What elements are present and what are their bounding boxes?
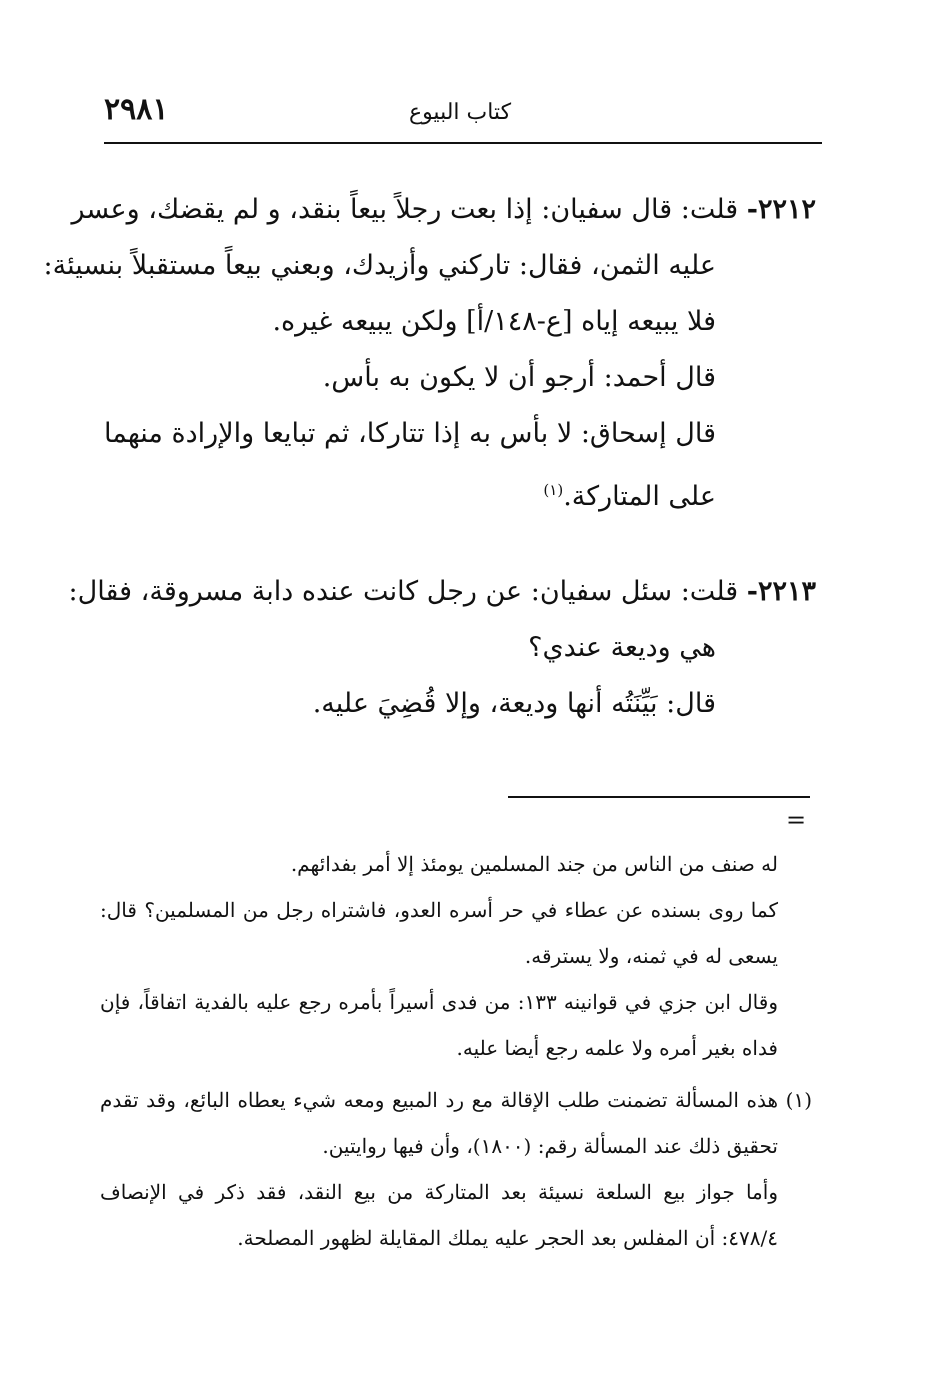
footnote-line: كما روى بسنده عن عطاء في حر أسره العدو، فاشتراه رجل من المسلمين؟ قال: [100, 898, 778, 922]
entry-number: ٢٢١٢- [746, 194, 816, 225]
entry-2212-line-5: قال إسحاق: لا بأس به إذا تتاركا، ثم تبايعا والإرادة منهما [104, 418, 716, 449]
entry-text: قلت: سئل سفيان: عن رجل كانت عنده دابة مسروقة، فقال: [68, 576, 739, 607]
header-rule [104, 142, 822, 144]
footnote-line: يسعى له في ثمنه، ولا يسترقه. [524, 944, 778, 968]
entry-2213-line-2: هي وديعة عندي؟ [528, 632, 716, 663]
footnote-line: وقال ابن جزي في قوانينه ١٣٣: من فدى أسيراً بأمره رجع عليه بالفدية اتفاقاً، فإن [100, 990, 778, 1014]
entry-2212-line-1 [71, 192, 816, 228]
footnote-line: ٤٧٨/٤: أن المفلس بعد الحجر عليه يملك المقايلة لظهور المصلحة. [237, 1226, 778, 1250]
entry-2212-line-3: فلا يبيعه إياه [ع-١٤٨/أ] ولكن يبيعه غيره. [272, 306, 716, 337]
footnote-line: له صنف من الناس من جند المسلمين يومئذ إلا أمر بفدائهم. [290, 852, 778, 876]
entry-number: ٢٢١٣- [746, 576, 816, 607]
footnote-line: فداه بغير أمره ولا علمه رجع أيضا عليه. [456, 1036, 778, 1060]
book-title: كتاب البيوع [408, 100, 512, 125]
footnote-line: تحقيق ذلك عند المسألة رقم: (١٨٠٠)، وأن فيها روايتين. [322, 1134, 778, 1158]
footnote-1: (١) هذه المسألة تضمنت طلب الإقالة مع رد المبيع ومعه شيء يعطاه البائع، وقد تقدم [100, 1088, 812, 1112]
continuation-mark: = [786, 806, 807, 834]
page-number: ٢٩٨١ [104, 92, 169, 127]
entry-2213-line-1 [68, 574, 816, 610]
entry-2212-line-2: عليه الثمن، فقال: تاركني وأزيدك، وبعني بيعاً مستقبلاً بنسيئة: [43, 250, 716, 281]
footnote-line: وأما جواز بيع السلعة نسيئة بعد المتاركة من بيع النقد، فقد ذكر في الإنصاف [100, 1180, 778, 1204]
entry-text: قلت: قال سفيان: إذا بعت رجلاً بيعاً بنقد، و لم يقضك، وعسر [71, 194, 739, 225]
footnote-ref: (١) [543, 481, 564, 499]
footnote-rule [508, 796, 810, 798]
entry-2212-line-4: قال أحمد: أرجو أن لا يكون به بأس. [322, 362, 716, 393]
entry-text: على المتاركة. [563, 481, 716, 512]
entry-2212-line-6 [104, 472, 716, 515]
entry-2213-line-3: قال: بَيِّنَتُه أنها وديعة، وإلا قُضِيَ عليه. [312, 688, 716, 719]
